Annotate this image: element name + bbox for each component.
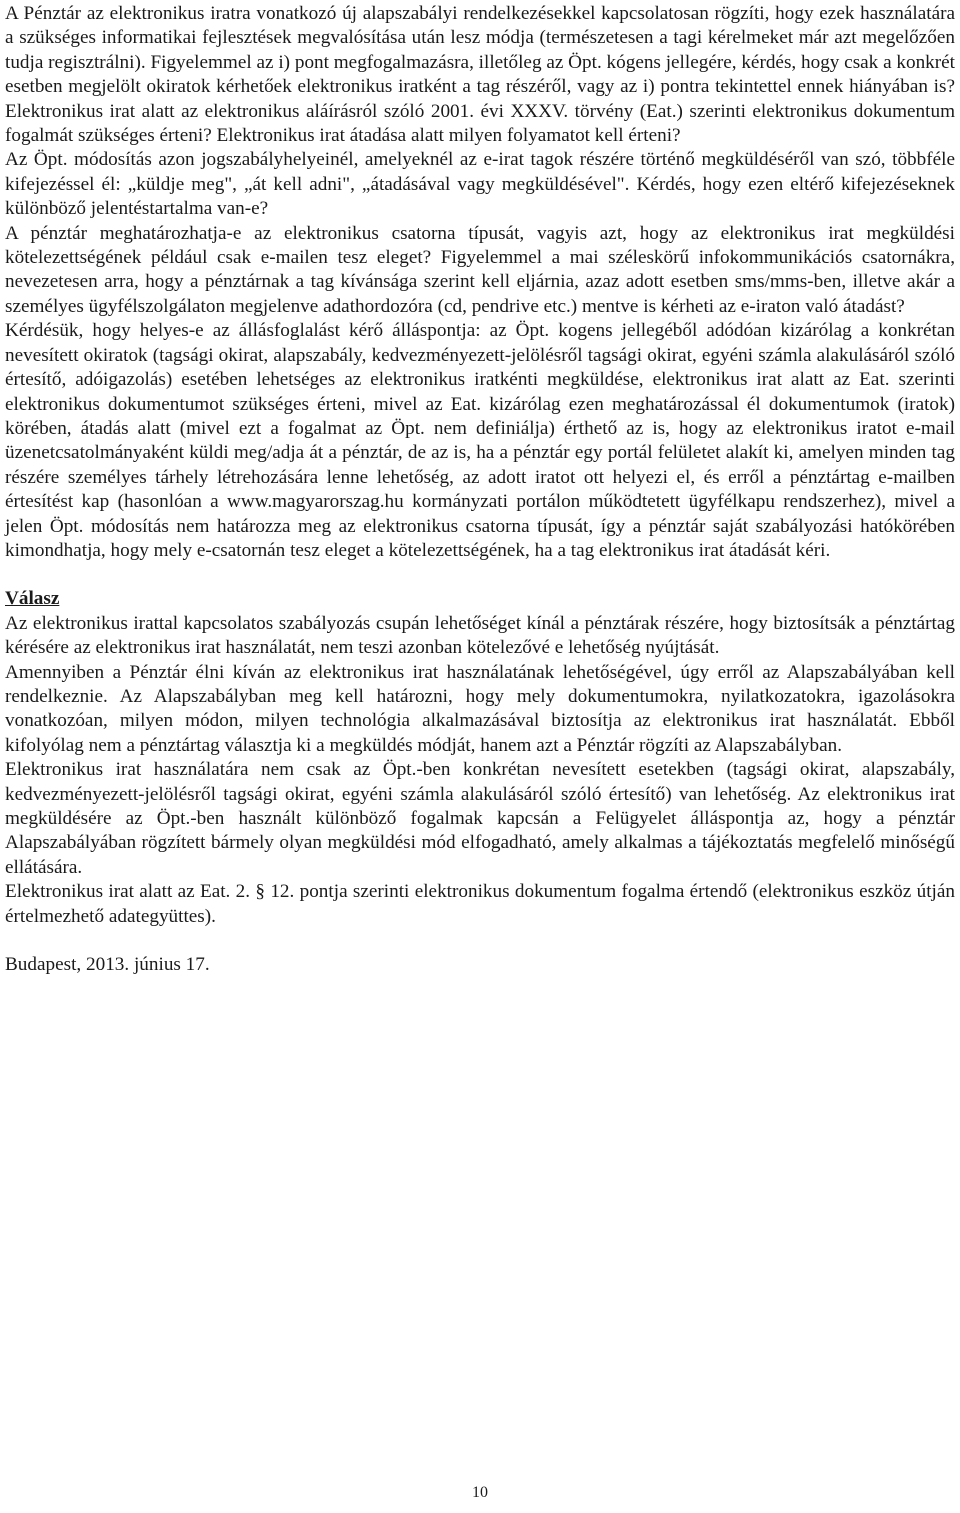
answer-heading: Válasz [5, 588, 60, 610]
section-spacer [5, 563, 955, 587]
paragraph-channel-question: A pénztár meghatározhatja-e az elektronikus csatorna típusát, vagyis azt, hogy az elektronikus irat megküldési kötelezettségének például csak e-mailen tesz eleget? Figyelemmel a mai széleskörű infokommunikációs csatornákra, nevezetesen arra, hogy a pénztárnak a tag kívánsága szerint kell eljárnia, azaz adott esetben sms/mms-ben, illetve akár a személyes ügyfélszolgálaton megjelenve adathordozóra (cd, pendrive etc.) mentve is kérheti az e-iraton való átadást? [5, 222, 955, 317]
paragraph-answer-4: Elektronikus irat alatt az Eat. 2. § 12. pontja szerinti elektronikus dokumentum fogalma értendő (elektronikus eszköz útján értelmezhető adategyüttes). [5, 881, 955, 927]
paragraph-position: Kérdésük, hogy helyes-e az állásfoglalást kérő álláspontja: az Öpt. kogens jellegéből adódóan kizárólag a konkrétan nevesített okiratok (tagsági okirat, alapszabály, kedvezményezett-jelölésről tagsági okirat, egyéni számla alakulásáról szóló értesítő, adóigazolás) esetében lehetséges az elektronikus iratkénti megküldése, elektronikus irat alatt az Eat. szerinti elektronikus dokumentumot szükséges érteni, mivel az Eat. kizárólag ezen meghatározással él dokumentumok (iratok) körében, átadás alatt (mivel ezt a fogalmat az Öpt. nem definiálja) érthető az is, hogy az elektronikus iratot e-mail üzenetcsatolmányaként küldi meg/adja át a pénztár, de az is, ha a pénztár egy portál felületet alakít ki, amelyen minden tag részére személyes tárhely létrehozására lenne lehetőség, az adott iratot ott helyezi el, és erről a pénztártag e-mailben értesítést kap (hasonlóan a www.magyarorszag.hu kormányzati portálon működtetett ügyfélkapu rendszerhez), mivel a jelen Öpt. módosítás nem határozza meg az elektronikus csatorna típusát, így a pénztár saját szabályozási hatókörében kimondhatja, hogy mely e-csatornán tesz eleget a kötelezettségének, ha a tag elektronikus irat átadását kéri. [5, 320, 955, 561]
paragraph-terms-question: Az Öpt. módosítás azon jogszabályhelyeinél, amelyeknél az e-irat tagok részére történő megküldéséről van szó, többféle kifejezéssel él: „küldje meg", „át kell adni", „átadásával vagy megküldésével". Kérdés, hogy ezen eltérő kifejezéseknek különböző jelentéstartalma van-e? [5, 149, 955, 220]
paragraph-answer-1: Az elektronikus irattal kapcsolatos szabályozás csupán lehetőséget kínál a pénztárak részére, hogy biztosítsák a pénztártag kérésére az elektronikus irat használatát, nem teszi azonban kötelezővé e lehetőség nyújtását. [5, 612, 955, 659]
paragraph-answer-2: Amennyiben a Pénztár élni kíván az elektronikus irat használatának lehetőségével, úgy erről az Alapszabályában kell rendelkeznie. Az Alapszabályban meg kell határozni, hogy mely dokumentumokra, nyilatkozatokra, igazolásokra vonatkozóan, milyen módon, milyen technológia alkalmazásával biztosítja az elektronikus irat használatát. Ebből kifolyólag nem a pénztártag választja ki a megküldés módját, hanem azt a Pénztár rögzíti az Alapszabályban. [5, 661, 955, 756]
document-date: Budapest, 2013. június 17. [5, 954, 210, 976]
document-page [5, 0, 955, 977]
page-number: 10 [472, 1484, 488, 1501]
paragraph-answer-3: Elektronikus irat használatára nem csak az Öpt.-ben konkrétan nevesített esetekben (tagsági okirat, alapszabály, kedvezményezett-jelölésről tagsági okirat, egyéni számla alakulásáról szóló értesítő) van lehetőség. Az elektronikus irat megküldésére az Öpt.-ben használt különböző fogalmak kapcsán a Felügyelet álláspontja az, hogy a pénztár Alapszabályában rögzített bármely olyan megküldési mód elfogadható, amely alkalmas a tájékoztatás megfelelő minőségű ellátására. [5, 759, 955, 878]
paragraph-intro: A Pénztár az elektronikus iratra vonatkozó új alapszabályi rendelkezésekkel kapcsolatosan rögzíti, hogy ezek használatára a szükséges informatikai fejlesztések megvalósítása után lesz módja (természetesen a tagi kérelmeket már azt megelőzően tudja regisztrálni). Figyelemmel az i) pont megfogalmazásra, illetőleg az Öpt. kógens jellegére, kérdés, hogy csak a konkrét esetben megjelölt okiratok kérhetőek elektronikus iratként a tag részéről, vagy az i) pontra tekintettel ennek hiányában is? Elektronikus irat alatt az elektronikus aláírásról szóló 2001. évi XXXV. törvény (Eat.) szerinti elektronikus dokumentum fogalmát szükséges érteni? Elektronikus irat átadása alatt milyen folyamatot kell érteni? [5, 3, 955, 147]
